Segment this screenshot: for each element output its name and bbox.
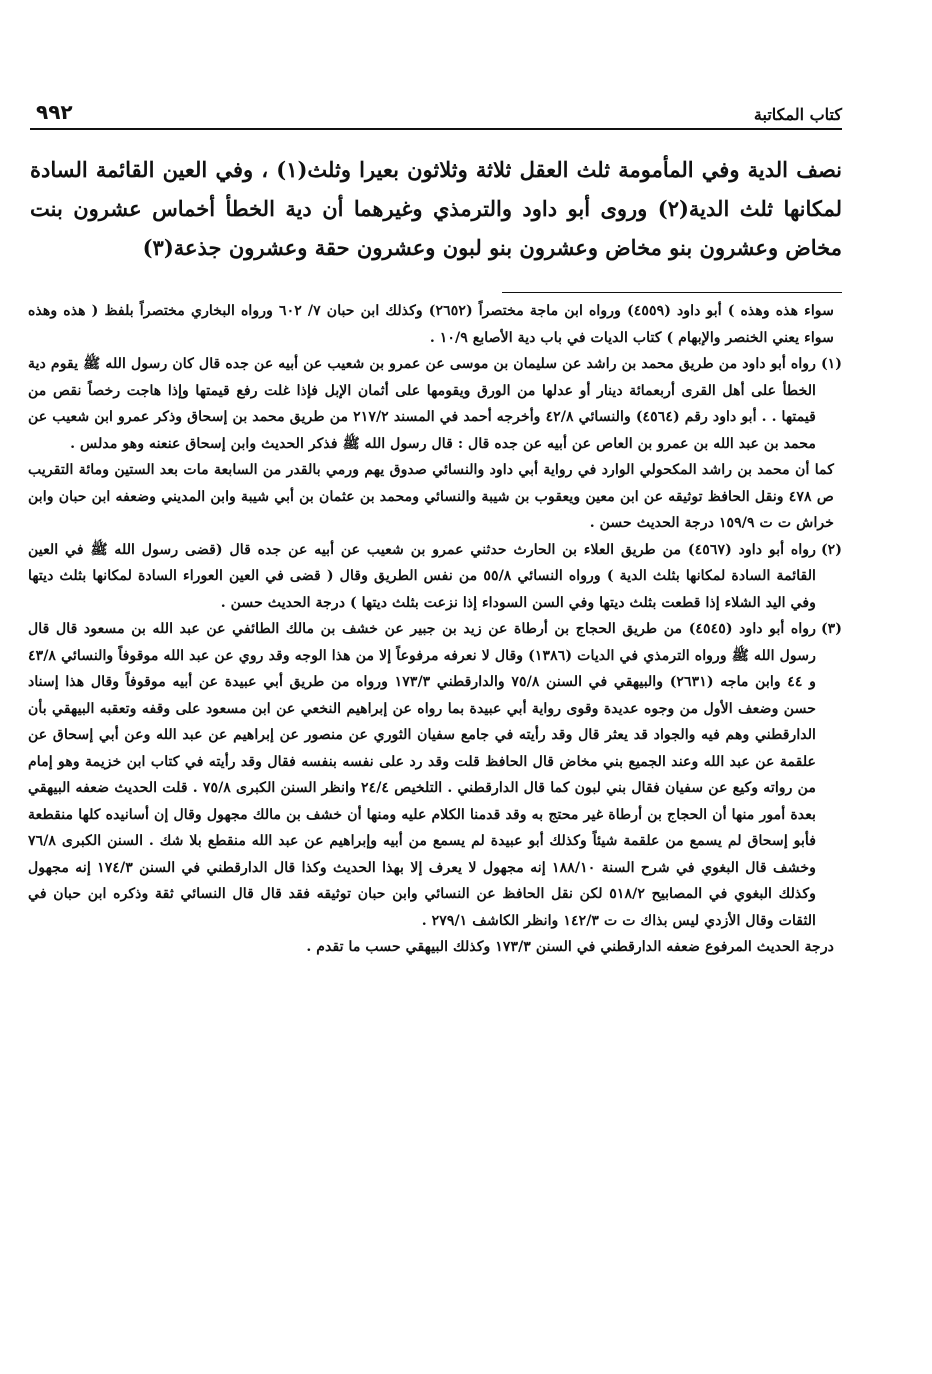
footnote-continuation: سواء هذه وهذه ) أبو داود (٤٥٥٩) ورواه ابن ماجة مختصراً (٢٦٥٢) وكذلك ابن حبان ٧/ ٦٠٢ ورواه البخاري مختصراً بلفظ ( هذه وهذه سواء يعني الخنصر والإبهام ) كتاب الديات في باب دية الأصابع ١٠/٩ .: [28, 303, 834, 346]
footnote-1-extra: كما أن محمد بن راشد المكحولي الوارد في رواية أبي داود والنسائي صدوق يهم ورمي بالقدر من السابعة مات بعد الستين ومائة التقريب ص ٤٧٨ ونقل الحافظ توثيقه عن ابن معين ويعقوب بن شيبة والنسائي ومحمد بن عثمان بن أبي شيبة وابن المديني وضعفه ابن حبان وابن خراش ت ت ١٥٩/٩ درجة الحديث حسن .: [28, 462, 834, 531]
page-number: ٩٩٢: [36, 100, 73, 124]
footnote-1: [28, 351, 842, 457]
main-paragraph: نصف الدية وفي المأمومة ثلث العقل ثلاثة وثلاثون بعيرا وثلث(١) ، وفي العين القائمة السادة لمكانها ثلث الدية(٢) وروى أبو داود والترمذي وغيرهما أن دية الخطأ أخماس عشرون بنت مخاض وعشرون بنو مخاض وعشرون بنو لبون وعشرون حقة وعشرون جذعة(٣): [30, 157, 843, 260]
book-title: كتاب المكاتبة: [753, 105, 842, 124]
footnote-2: [28, 537, 842, 617]
footnote-3: [28, 616, 842, 934]
footnote-3-extra: درجة الحديث المرفوع ضعفه الدارقطني في السنن ١٧٣/٣ وكذلك البيهقي حسب ما تقدم .: [306, 939, 834, 955]
footnote-divider: [502, 292, 842, 293]
footnote-1-mark: (١): [820, 356, 842, 372]
footnote-3-text: رواه أبو داود (٤٥٤٥) من طريق الحجاج بن أرطاة عن زيد بن جبير عن خشف بن مالك الطائفي عن عبد الله بن مسعود قال قال رسول الله ﷺ ورواه الترمذي في الديات (١٣٨٦) وقال لا نعرفه مرفوعاً إلا من هذا الوجه وقد روي عن عبد الله موقوفاً والنسائي ٤٣/٨ و ٤٤ وابن ماجه (٢٦٣١) والبيهقي في السنن ٧٥/٨ والدارقطني ١٧٣/٣ ورواه من طريق أبي عبيدة عن أبيه موقوفاً وقال هذا إسناد حسن وضعف الأول من وجوه عديدة وقوى رواية أبي عبيدة بما رواه عن إبراهيم النخعي عن ابن مسعود على وقفه وتعقبه البيهقي بأن الدارقطني وهم فيه والجواد قد يعثر قال وقد رأيته في جامع سفيان الثوري عن منصور عن إبراهيم عن عبد الله وعن أبي إسحاق عن علقمة عن عبد الله وعند الجميع بني مخاض قال الحافظ قلت وقد رد على نفسه بنفسه فقال وقد رأيته في كتاب ابن خزيمة وهو إمام من رواته وكيع عن سفيان فقال بني لبون كما قال الدارقطني . التلخيص ٢٤/٤ وانظر السنن الكبرى ٧٥/٨ . قلت الحديث ضعفه البيهقي بعدة أمور منها أن الحجاج بن أرطاة غير محتج به وقد قدمنا الكلام عليه ومنها أن خشف بن مالك مجهول وقال إن أسانيده كلها منقطعة فأبو إسحاق لم يسمع من علقمة شيئاً وكذلك أبو عبيدة لم يسمع من أبيه وإبراهيم عن عبد الله منقطع بلا شك . السنن الكبرى ٧٦/٨ وخشف قال البغوي في شرح السنة ١٨٨/١٠ إنه مجهول لا يعرف إلا بهذا الحديث وكذا قال الدارقطني في السنن ١٧٤/٣ إنه مجهول وكذلك البغوي في المصابيح ٥١٨/٢ لكن نقل الحافظ عن النسائي وابن حبان توثيقه فقد قال قال النسائي ثقة وذكره ابن حبان في الثقات وقال الأزدي ليس بذاك ت ت ١٤٢/٣ وانظر الكاشف ٢٧٩/١ .: [28, 621, 817, 929]
footnote-1-text: رواه أبو داود من طريق محمد بن راشد عن سليمان بن موسى عن عمرو بن شعيب عن أبيه عن جده قال كان رسول الله ﷺ يقوم دية الخطأ على أهل القرى أربعمائة دينار أو عدلها من الورق ويقومها على أثمان الإبل فإذا غلت رفع قيمتها وإذا هاجت رخصاً نقص من قيمتها . . أبو داود رقم (٤٥٦٤) والنسائي ٤٢/٨ وأخرجه أحمد في المسند ٢١٧/٢ من طريق محمد بن إسحاق وذكر عمرو ابن شعيب عن محمد بن عبد الله بن عمرو بن العاص عن أبيه عن جده قال : قال رسول الله ﷺ فذكر الحديث وابن إسحاق عنعنه وهو مدلس .: [28, 356, 816, 452]
footnote-2-text: رواه أبو داود (٤٥٦٧) من طريق العلاء بن الحارث حدثني عمرو بن شعيب عن أبيه عن جده قال (قضى رسول الله ﷺ في العين القائمة السادة لمكانها بثلث الدية ) ورواه النسائي ٥٥/٨ من نفس الطريق وقال ( قضى في العين العوراء السادة لمكانها بثلث ديتها وفي اليد الشلاء إذا قطعت بثلث ديتها وفي السن السوداء إذا نزعت بثلث ديتها ) درجة الحديث حسن .: [28, 541, 816, 611]
page-header: [30, 96, 842, 130]
footnote-2-mark: (٢): [820, 541, 842, 558]
footnotes: [28, 298, 842, 961]
main-text: [30, 150, 842, 267]
footnote-3-mark: (٣): [820, 621, 842, 637]
